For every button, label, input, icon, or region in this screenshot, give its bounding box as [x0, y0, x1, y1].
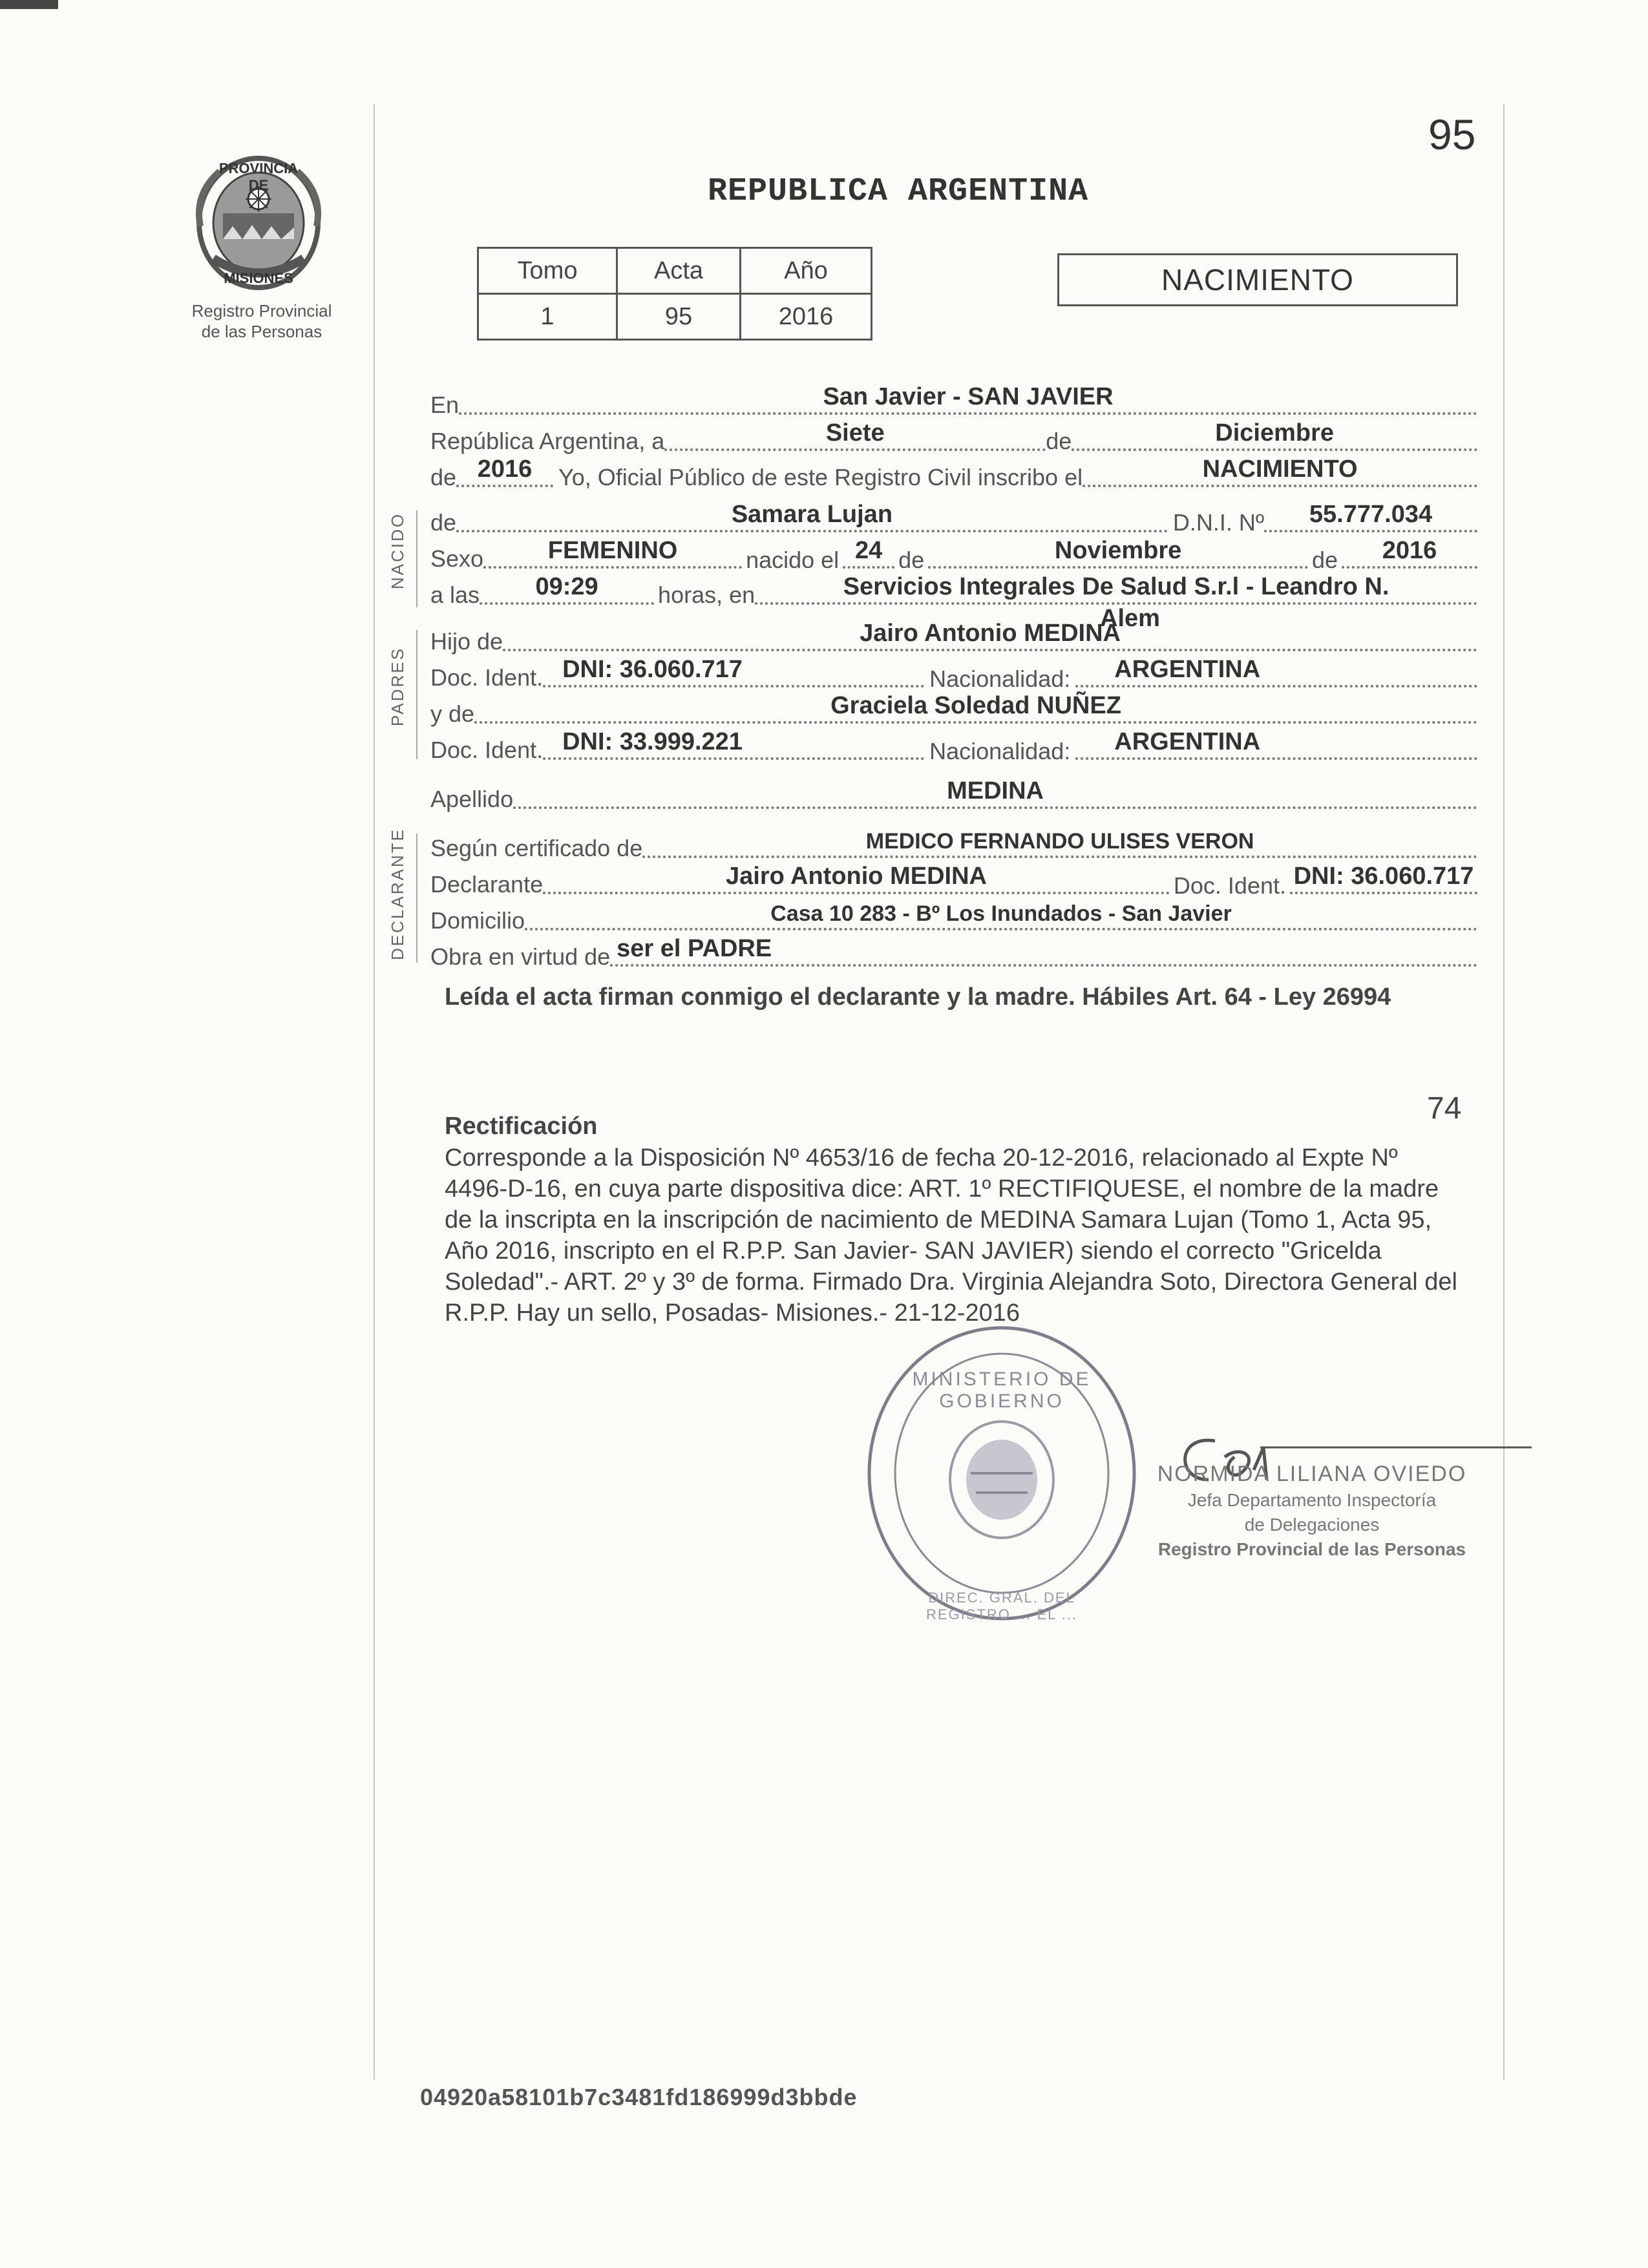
birth-month-field [928, 534, 1308, 569]
page-number: 95 [1428, 110, 1476, 158]
birth-place-value: Servicios Integrales De Salud S.r.l - Leandro N. [843, 573, 1389, 600]
name-de-label: de [430, 509, 457, 536]
father-doc-field [543, 653, 924, 688]
row-sexo [430, 537, 1477, 574]
record-type-box: NACIMIENTO [1057, 253, 1458, 306]
birth-day-field [843, 534, 894, 569]
rep-label: República Argentina, a [430, 428, 665, 454]
sexo-field [483, 534, 742, 569]
value-acta: 95 [617, 294, 741, 340]
birth-time-value: 09:29 [535, 573, 598, 600]
birth-de-label: de [898, 547, 925, 573]
name-field [456, 498, 1168, 532]
dom-label: Domicilio [430, 907, 525, 934]
row-republica [430, 419, 1477, 456]
name-value: Samara Lujan [731, 501, 893, 528]
rep-day-value: Siete [825, 419, 885, 446]
father-doc-value: DNI: 36.060.717 [562, 656, 743, 683]
birth-year-value: 2016 [1382, 537, 1437, 564]
year-field [456, 452, 553, 487]
yde-label: y de [430, 700, 475, 727]
seal-inner-text: MINISTERIO DE GOBIERNO [912, 1369, 1092, 1412]
row-hora [430, 573, 1477, 610]
father-nat-field [1075, 653, 1477, 688]
doc2-label: Doc. Ident. [430, 737, 544, 763]
decl-doc-label: Doc. Ident. [1173, 872, 1286, 899]
row-hijo [430, 620, 1477, 656]
rep-month-value: Diciembre [1215, 419, 1335, 446]
nacido-el-label: nacido el [746, 547, 840, 573]
signature-title2: de Delegaciones [1244, 1515, 1380, 1535]
apellido-field [513, 774, 1477, 809]
value-tomo: 1 [478, 294, 617, 340]
birth-de2-label: de [1311, 547, 1338, 573]
nac2-label: Nacionalidad: [929, 738, 1071, 764]
rectification-number: 74 [1427, 1091, 1462, 1126]
row-father-doc [430, 656, 1477, 693]
logo-caption-line2: de las Personas [201, 322, 322, 341]
mother-nat-field [1075, 725, 1477, 760]
row-domicilio [430, 903, 1477, 936]
birth-time-field [480, 570, 654, 605]
nac1-label: Nacionalidad: [929, 666, 1071, 692]
rectification-title: Rectificación [445, 1113, 598, 1140]
obra-label: Obra en virtud de [430, 943, 611, 970]
row-obra [430, 935, 1477, 972]
nacido-section-label: NACIDO [388, 512, 407, 589]
dni-value: 55.777.034 [1309, 501, 1433, 528]
father-name-field [503, 616, 1477, 651]
row-year [430, 456, 1477, 492]
year-value: 2016 [477, 456, 533, 483]
left-margin-line [374, 103, 375, 2081]
declarante-section-label: DECLARANTE [388, 828, 407, 960]
rep-month-field [1072, 416, 1477, 451]
dom-field [525, 896, 1477, 930]
signature-name: NORMIDA LILIANA OVIEDO [1157, 1462, 1467, 1486]
row-mother-doc [430, 728, 1477, 765]
inscribe-value: NACIMIENTO [1202, 456, 1358, 483]
document-hash: 04920a58101b7c3481fd186999d3bbde [420, 2084, 858, 2110]
decl-doc-value: DNI: 36.060.717 [1293, 863, 1474, 890]
dni-field [1264, 498, 1477, 532]
birth-place-continuation: Alem [1100, 605, 1160, 632]
inscribe-field [1083, 452, 1477, 487]
obra-value: ser el PADRE [617, 935, 772, 962]
en-value: San Javier - SAN JAVIER [823, 383, 1114, 410]
apellido-value: MEDINA [947, 777, 1044, 804]
header-tomo: Tomo [478, 248, 617, 294]
record-table-header [478, 248, 872, 294]
sexo-label: Sexo [430, 545, 484, 572]
logo-caption [165, 300, 359, 342]
logo-caption-line1: Registro Provincial [191, 301, 332, 320]
dom-value: Casa 10 283 - Bº Los Inundados - San Javier [770, 901, 1232, 926]
logo-arc-bottom: MISIONES [224, 270, 293, 286]
seal-outer-text: DIREC. GRAL. DEL REGISTRO ... EL ... [925, 1590, 1077, 1622]
birth-place-field [755, 570, 1477, 605]
nacido-bracket [416, 510, 417, 607]
padres-section-label: PADRES [388, 647, 407, 726]
yo-text: Yo, Oficial Público de este Registro Civil inscribo el [558, 464, 1083, 490]
row-apellido [430, 777, 1477, 814]
signature-title1: Jefa Departamento Inspectoría [1187, 1490, 1437, 1510]
mother-name-value: Graciela Soledad NUÑEZ [830, 692, 1121, 719]
doc1-label: Doc. Ident. [430, 664, 544, 691]
record-table [477, 247, 872, 341]
header-acta: Acta [617, 248, 741, 294]
cert-value: MEDICO FERNANDO ULISES VERON [865, 829, 1254, 854]
record-table-values [478, 294, 872, 340]
decl-value: Jairo Antonio MEDINA [726, 863, 987, 890]
en-label: En [430, 392, 460, 418]
apellido-label: Apellido [430, 786, 514, 812]
scan-edge-mark [0, 0, 58, 9]
logo-arc-top: PROVINCIA DE [218, 160, 299, 193]
cert-field [642, 823, 1477, 858]
row-en [430, 383, 1477, 420]
birth-day-value: 24 [855, 537, 883, 564]
birth-month-value: Noviembre [1054, 537, 1182, 564]
country-title: REPUBLICA ARGENTINA [708, 173, 1089, 210]
sexo-value: FEMENINO [547, 537, 678, 564]
father-name-value: Jairo Antonio MEDINA [860, 620, 1121, 647]
decl-field [543, 859, 1170, 894]
signature-title3: Registro Provincial de las Personas [1157, 1539, 1466, 1559]
horas-label: horas, en [658, 582, 755, 608]
decl-label: Declarante [430, 871, 544, 898]
year-de-label: de [430, 464, 457, 490]
closing-note: Leída el acta firman conmigo el declarante y la madre. Hábiles Art. 64 - Ley 26994 [445, 983, 1391, 1011]
official-oval-seal-icon [860, 1318, 1144, 1628]
dni-label: D.N.I. Nº [1172, 509, 1264, 536]
official-seal [860, 1318, 1144, 1628]
decl-doc-field [1290, 859, 1477, 894]
birth-year-field [1342, 534, 1477, 569]
obra-field [610, 932, 1477, 967]
padres-bracket [416, 630, 417, 759]
row-declarante [430, 863, 1477, 899]
cert-label: Según certificado de [430, 835, 643, 861]
row-name [430, 501, 1477, 538]
mother-name-field [474, 689, 1477, 724]
alas-label: a las [430, 582, 480, 608]
right-margin-line [1503, 103, 1505, 2081]
rep-day-field [664, 416, 1046, 451]
hijo-label: Hijo de [430, 628, 503, 655]
value-ano: 2016 [741, 294, 872, 340]
header-ano: Año [741, 248, 872, 294]
mother-nat-value: ARGENTINA [1114, 728, 1261, 755]
father-nat-value: ARGENTINA [1114, 656, 1261, 683]
mother-doc-field [543, 725, 924, 760]
mother-doc-value: DNI: 33.999.221 [562, 728, 743, 755]
en-field [459, 380, 1477, 415]
row-ydee [430, 692, 1477, 729]
rep-de-label: de [1046, 428, 1072, 454]
rectification-body: Corresponde a la Disposición Nº 4653/16 de fecha 20-12-2016, relacionado al Expte Nº 4496-D-16, en cuya parte dispositiva dice: ART. 1º RECTIFIQUESE, el nombre de la madre de la inscripta en la inscripción de nacimiento de MEDINA Samara Lujan (Tomo 1, Acta 95, Año 2016, inscripto en el R.P.P. San Javier- SAN JAVIER) siendo el correcto "Gricelda Soledad".- ART. 2º y 3º de forma. Firmado Dra. Virginia Alejandra Soto, Directora General del R.P.P. Hay un sello, Posadas- Misiones.- 21-12-2016 [445, 1144, 1457, 1327]
row-certificado [430, 831, 1477, 863]
declarante-bracket [416, 834, 417, 963]
